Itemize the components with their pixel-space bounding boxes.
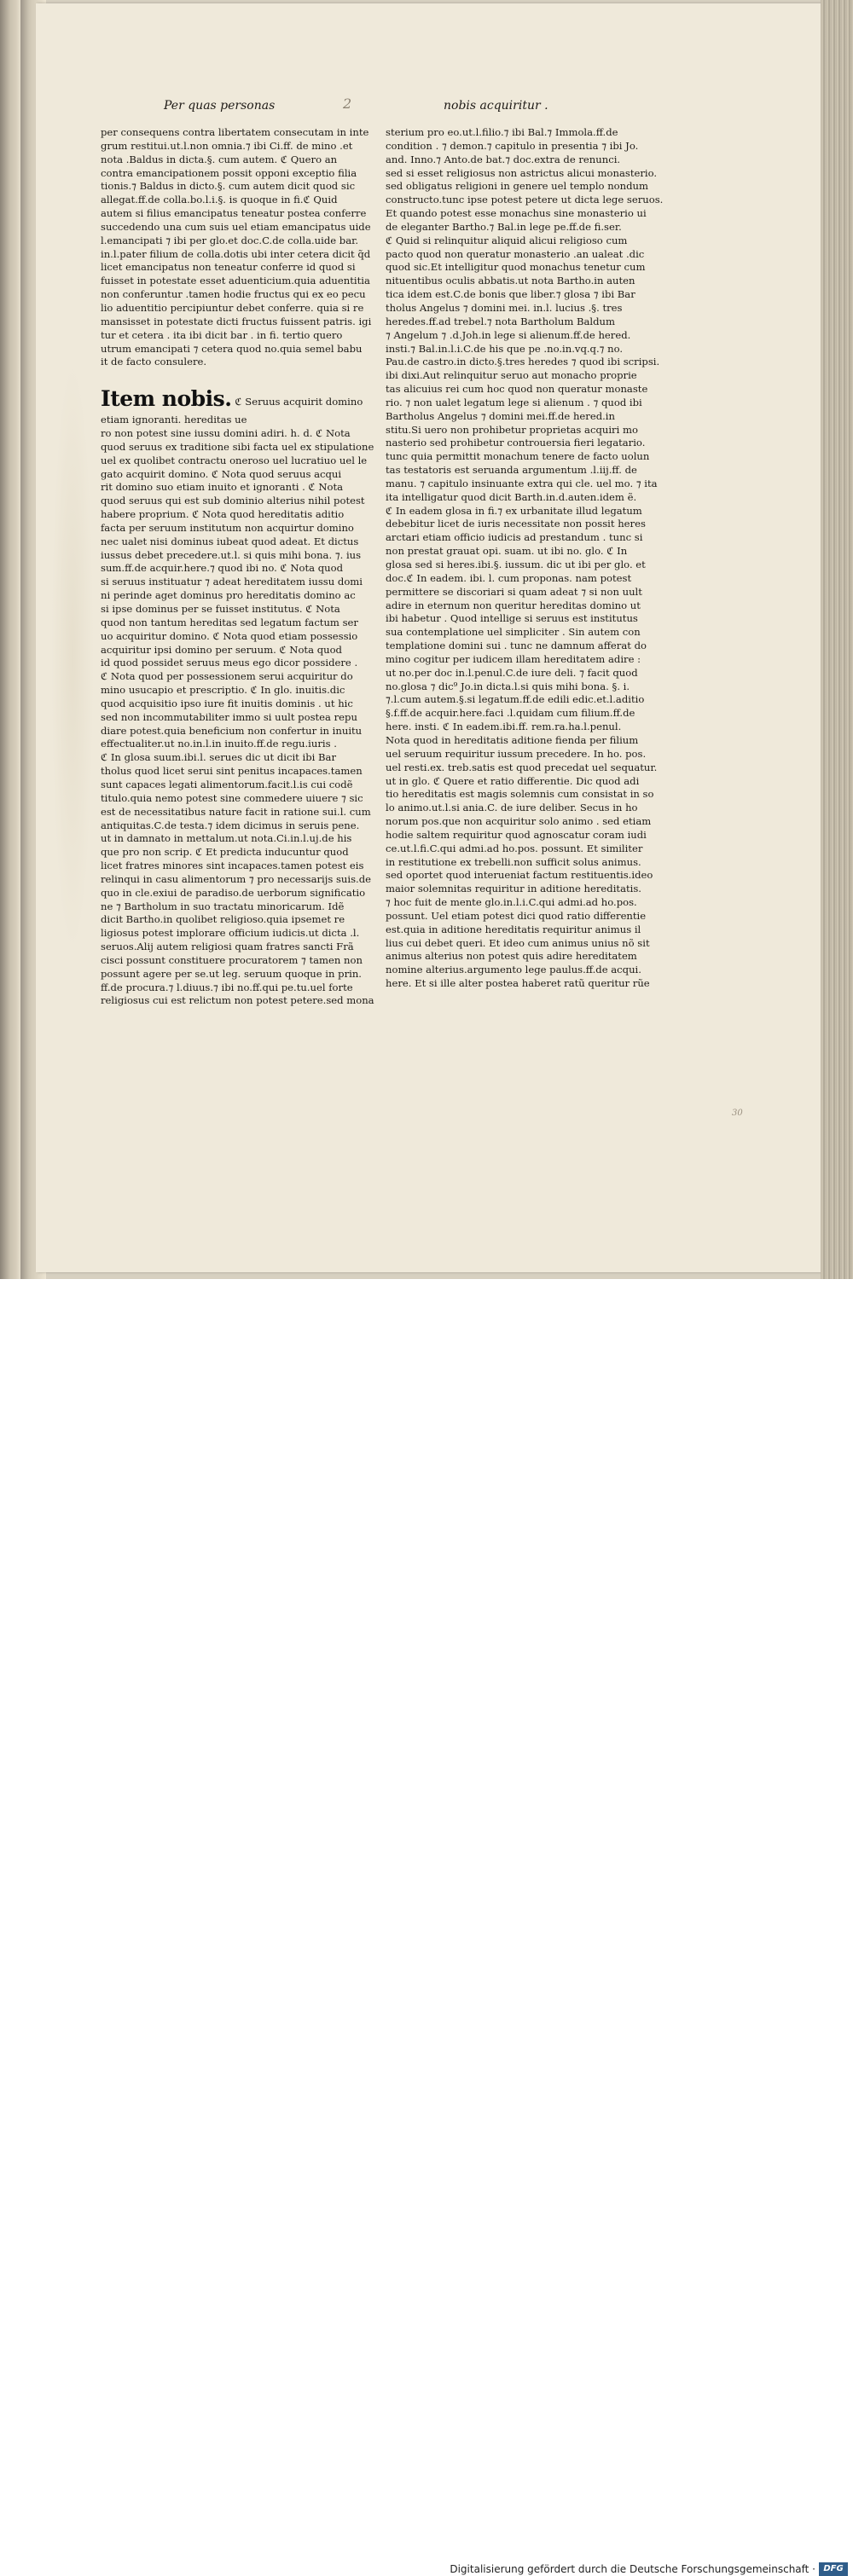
text-line: quod non tantum hereditas sed legatum factum ser [101, 616, 358, 628]
text-line: succedendo una cum suis uel etiam emancipatus uide [101, 220, 371, 233]
text-line: ce.ut.l.fi.C.qui admi.ad ho.pos. possunt. Et similiter [386, 842, 643, 854]
text-line: sed non incommutabiliter immo si uult postea repu [101, 710, 357, 723]
text-line: titulo.quia nemo potest sine commedere uiuere ⁊ sic [101, 791, 363, 804]
text-line: here. Et si ille alter postea haberet ratũ queritur rũe [386, 977, 650, 990]
text-line: doc.ℭ In eadem. ibi. l. cum proponas. nam potest [386, 571, 632, 584]
paragraph-gap [101, 369, 344, 383]
text-line: maior solemnitas requiritur in aditione hereditatis. [386, 883, 641, 895]
scan-image [0, 0, 853, 1279]
text-line: ℭ Quid si relinquitur aliquid alicui religioso cum [386, 234, 628, 246]
text-line: in restitutione ex trebelli.non sufficit solus animus. [386, 855, 641, 868]
text-line: mansisset in potestate dicti fructus fuissent patris. igi [101, 315, 372, 327]
text-line: ⁊ hoc fuit de mente glo.in.l.i.C.qui admi.ad ho.pos. [386, 896, 637, 909]
text-line: est de necessitatibus nature facit in ratione sui.l. cum [101, 805, 371, 818]
text-line: diare potest.quia beneficium non confertur in inuitu [101, 724, 363, 737]
page-edges [821, 0, 853, 1279]
text-line: ut in damnato in mettalum.ut nota.Ci.in.l.uj.de his [101, 832, 352, 845]
text-line: nota .Baldus in dicta.§. cum autem. ℭ Quero an [101, 153, 338, 165]
text-line: antiquitas.C.de testa.⁊ idem dicimus in seruis pene. [101, 819, 360, 831]
text-line: que pro non scrip. ℭ Et predicta inducuntur quod [101, 846, 349, 859]
text-line: condition . ⁊ demon.⁊ capitulo in presentia ⁊ ibi Jo. [386, 139, 639, 152]
text-line: pacto quod non queratur monasterio .an ualeat .dic [386, 247, 645, 260]
text-line: facta per seruum institutum non acquirtur domino [101, 521, 354, 534]
text-line: constructo.tunc ipse potest petere ut dicta lege seruos. [386, 194, 664, 206]
text-line: mino usucapio et prescriptio. ℭ In glo. inuitis.dic [101, 684, 345, 697]
text-line: adire in eternum non queritur hereditas domino ut [386, 599, 641, 611]
text-line: contra emancipationem possit opponi exceptio filia [101, 166, 357, 179]
text-line: cisci possunt constituere procuratorem ⁊ tamen non [101, 953, 363, 966]
text-line: mino cogitur per iudicem illam hereditatem adire : [386, 652, 641, 665]
paper-stain [51, 358, 94, 955]
left-column-bottom-block [101, 414, 374, 1008]
text-line: tio hereditatis est magis solemnis cum consistat in so [386, 788, 654, 801]
text-line: effectualiter.ut no.in.l.in inuito.ff.de regu.iuris . [101, 738, 337, 750]
text-line: allegat.ff.de colla.bo.l.i.§. is quoque in fi.ℭ Quid [101, 194, 338, 206]
text-line: lio aduentitio percipiuntur debet conferre. quia si re [101, 301, 364, 314]
text-line: l.emancipati ⁊ ibi per glo.et doc.C.de colla.uide bar. [101, 234, 359, 246]
text-line: rit domino suo etiam inuito et ignoranti . ℭ Nota [101, 481, 344, 494]
text-line: ℭ Nota quod per possessionem serui acquiritur do [101, 670, 353, 683]
text-line: ibi dixi.Aut relinquitur seruo aut monacho proprie [386, 369, 637, 382]
funding-credit: Digitalisierung gefördert durch die Deutsche Forschungsgemeinschaft · [450, 2563, 815, 2575]
text-line: sum.ff.de acquir.here.⁊ quod ibi no. ℭ Nota quod [101, 562, 344, 575]
text-line: tas testatoris est seruanda argumentum .l.iij.ff. de [386, 464, 637, 477]
text-line: uel resti.ex. treb.satis est quod precedat uel sequatur. [386, 761, 658, 773]
text-line: dicit Bartho.in quolibet religioso.quia ipsemet re [101, 913, 345, 926]
text-line: hodie saltem requiritur quod agnoscatur coram iudi [386, 828, 647, 841]
text-line: stitu.Si uero non prohibetur proprietas acquiri mo [386, 423, 638, 436]
text-line: ibi habetur . Quod intellige si seruus est institutus [386, 612, 638, 625]
text-line: iussus debet precedere.ut.l. si quis mihi bona. ⁊. ius [101, 548, 362, 561]
text-line: possunt. Uel etiam potest dici quod ratio differentie [386, 909, 647, 922]
text-line: tica idem est.C.de bonis que liber.⁊ glosa ⁊ ibi Bar [386, 288, 635, 301]
text-line: arctari etiam officio iudicis ad prestandum . tunc si [386, 531, 643, 544]
text-line: templatione domini sui . tunc ne damnum afferat do [386, 640, 647, 652]
text-line: animus alterius non potest quis adire hereditatem [386, 950, 637, 963]
text-line: tholus Angelus ⁊ domini mei. in.l. lucius .§. tres [386, 301, 623, 314]
text-line: nec ualet nisi dominus iubeat quod adeat. Et dictus [101, 535, 359, 547]
running-head-right: nobis acquiritur . [444, 99, 548, 113]
text-line: grum restitui.ut.l.non omnia.⁊ ibi Ci.ff. de mino .et [101, 139, 353, 152]
text-line: quod seruus qui est sub dominio alterius nihil potest [101, 495, 365, 507]
text-line: tas alicuius rei cum hoc quod non queratur monaste [386, 383, 648, 396]
text-line: here. insti. ℭ In eadem.ibi.ff. rem.ra.ha.l.penul. [386, 721, 622, 733]
text-line: no.glosa ⁊ dic⁹ Jo.in dicta.l.si quis mihi bona. §. i. [386, 680, 630, 692]
text-line: manu. ⁊ capitulo insinuante extra qui cle. uel mo. ⁊ ita [386, 477, 658, 489]
text-line: ℭ In eadem glosa in fi.⁊ ex urbanitate illud legatum [386, 504, 642, 517]
text-line: ⁊ Angelum ⁊ .d.Joh.in lege si alienum.ff.de hered. [386, 328, 631, 341]
text-line: possunt agere per se.ut leg. seruum quoque in prin. [101, 967, 362, 980]
pencil-note: 30 [732, 1109, 743, 1118]
text-line: relinqui in casu alimentorum ⁊ pro necessarijs suis.de [101, 872, 372, 885]
text-line: licet fratres minores sint incapaces.tamen potest eis [101, 860, 364, 872]
text-line: ℭ In glosa suum.ibi.l. serues dic ut dicit ibi Bar [101, 751, 336, 764]
text-line: Et quando potest esse monachus sine monasterio ui [386, 207, 647, 220]
right-column-block [386, 126, 664, 991]
text-line: tholus quod licet serui sint penitus incapaces.tamen [101, 765, 363, 778]
text-column-left [101, 126, 374, 1008]
text-line: ro non potest sine iussu domini adiri. h. d. ℭ Nota [101, 427, 351, 440]
section-initial-heading: Item nobis. [101, 386, 232, 412]
text-line: nomine alterius.argumento lege paulus.ff.de acqui. [386, 964, 641, 976]
text-line: non conferuntur .tamen hodie fructus qui ex eo pecu [101, 288, 366, 301]
text-line: lius cui debet queri. Et ideo cum animus unius nõ sit [386, 936, 650, 949]
text-line: etiam ignoranti. hereditas ue [101, 414, 247, 426]
footer-bar [0, 1279, 853, 2575]
text-line: sed si esset religiosus non astrictus alicui monasterio. [386, 166, 658, 179]
text-line: it de facto consulere. [101, 356, 207, 368]
text-line: quod acquisitio ipso iure fit inuitis dominis . ut hic [101, 697, 353, 709]
text-line: gato acquirit domino. ℭ Nota quod seruus acqui [101, 467, 342, 480]
running-head-left: Per quas personas [164, 99, 276, 113]
text-line: rio. ⁊ non ualet legatum lege si alienum . ⁊ quod ibi [386, 396, 642, 408]
text-line: insti.⁊ Bal.in.l.i.C.de his que pe .no.in.vq.q.⁊ no. [386, 342, 624, 355]
text-line: Bartholus Angelus ⁊ domini mei.ff.de hered.in [386, 409, 615, 422]
folio-mark: 2 [343, 96, 352, 112]
text-line: sed oportet quod interueniat factum restituentis.ideo [386, 869, 653, 882]
text-line: sed obligatus religioni in genere uel templo nondum [386, 180, 649, 193]
text-line: seruos.Alij autem religiosi quam fratres sancti Frã [101, 941, 354, 953]
text-line: nituentibus oculis abbatis.ut nota Bartho.in auten [386, 275, 635, 287]
text-line: tunc quia permittit monachum tenere de facto uolun [386, 450, 650, 463]
text-line: si seruus instituatur ⁊ adeat hereditatem iussu domi [101, 576, 363, 588]
text-line: tur et cetera . ita ibi dicit bar . in fi. tertio quero [101, 328, 343, 341]
text-line: uo acquiritur domino. ℭ Nota quod etiam possessio [101, 629, 358, 642]
text-line: ut in glo. ℭ Quere et ratio differentie. Dic quod adi [386, 774, 640, 787]
text-line: glosa sed si heres.ibi.§. iussum. dic ut ibi per glo. et [386, 559, 646, 570]
text-line: id quod possidet seruus meus ego dicor possidere . [101, 657, 358, 669]
text-line: quo in cle.exiui de paradiso.de uerborum significatio [101, 886, 366, 899]
facing-page-edge [0, 0, 22, 1279]
text-line: heredes.ff.ad trebel.⁊ nota Bartholum Baldum [386, 315, 616, 327]
text-line: per consequens contra libertatem consecutam in inte [101, 126, 369, 138]
text-line: ff.de procura.⁊ l.diuus.⁊ ibi no.ff.qui pe.tu.uel forte [101, 981, 353, 993]
text-line: sunt capaces legati alimentorum.facit.l.is cui codẽ [101, 778, 353, 790]
text-line: uel ex quolibet contractu oneroso uel lucratiuo uel le [101, 454, 368, 466]
text-line: de eleganter Bartho.⁊ Bal.in lege pe.ff.de fi.ser. [386, 220, 622, 233]
text-line: in.l.pater filium de colla.dotis ubi inter cetera dicit q̃d [101, 247, 371, 260]
text-line: tionis.⁊ Baldus in dicto.§. cum autem dicit quod sic [101, 180, 356, 193]
text-line: licet emancipatus non teneatur conferre id quod si [101, 261, 356, 274]
text-line: sterium pro eo.ut.l.filio.⁊ ibi Bal.⁊ Immola.ff.de [386, 126, 618, 138]
text-line: habere proprium. ℭ Nota quod hereditatis aditio [101, 508, 345, 521]
text-line: non prestat grauat opi. suam. ut ibi no. glo. ℭ In [386, 545, 628, 558]
text-line: acquiritur ipsi domino per seruum. ℭ Nota quod [101, 643, 342, 656]
text-line: Nota quod in hereditatis aditione fienda per filium [386, 733, 639, 746]
text-line: ni perinde aget dominus pro hereditatis domino ac [101, 589, 356, 602]
text-line: quod seruus ex traditione sibi facta uel ex stipulatione [101, 440, 374, 453]
text-line: utrum emancipati ⁊ cetera quod no.quia semel babu [101, 342, 363, 355]
text-line: ligiosus potest implorare officium iudicis.ut dicta .l. [101, 927, 360, 940]
text-line: quod sic.Et intelligitur quod monachus tenetur cum [386, 261, 646, 274]
section-heading-text: ℭ Seruus acquirit domino [235, 396, 363, 408]
text-line: fuisset in potestate esset aduenticium.quia aduentitia [101, 275, 370, 287]
text-line: ne ⁊ Bartholum in suo tractatu minoricarum. Idẽ [101, 900, 345, 912]
text-line: permittere se discoriari si quam adeat ⁊ si non uult [386, 585, 642, 598]
text-line: ita intelligatur quod dicit Barth.in.d.auten.idem ẽ. [386, 490, 637, 503]
text-line: and. Inno.⁊ Anto.de bat.⁊ doc.extra de renunci. [386, 153, 621, 165]
text-line: lo animo.ut.l.si ania.C. de iure deliber. Secus in ho [386, 802, 638, 814]
dfg-logo: DFG [819, 2562, 848, 2576]
text-line: est.quia in aditione hereditatis requiritur animus il [386, 923, 641, 935]
text-line: sua contemplatione uel simpliciter . Sin autem con [386, 626, 641, 639]
text-line: nasterio sed prohibetur controuersia fieri legatario. [386, 437, 646, 449]
left-column-top-block [101, 126, 372, 369]
text-line: uel seruum requiritur iussum precedere. In ho. pos. [386, 747, 647, 760]
text-line: ⁊.l.cum autem.§.si legatum.ff.de edili edic.et.l.aditio [386, 693, 645, 706]
text-column-right [386, 126, 664, 991]
text-line: religiosus cui est relictum non potest petere.sed mona [101, 994, 374, 1007]
text-line: si ipse dominus per se fuisset institutus. ℭ Nota [101, 603, 340, 615]
text-line: norum pos.que non acquiritur solo animo . sed etiam [386, 815, 652, 828]
text-line: autem si filius emancipatus teneatur postea conferre [101, 207, 367, 220]
text-line: ut no.per doc in.l.penul.C.de iure deli. ⁊ facit quod [386, 666, 638, 679]
text-line: debebitur licet de iuris necessitate non possit heres [386, 518, 646, 530]
text-line: §.f.ff.de acquir.here.faci .l.quidam cum filium.ff.de [386, 707, 635, 720]
section-heading-row [101, 383, 363, 412]
text-line: Pau.de castro.in dicto.§.tres heredes ⁊ quod ibi scripsi. [386, 356, 660, 368]
